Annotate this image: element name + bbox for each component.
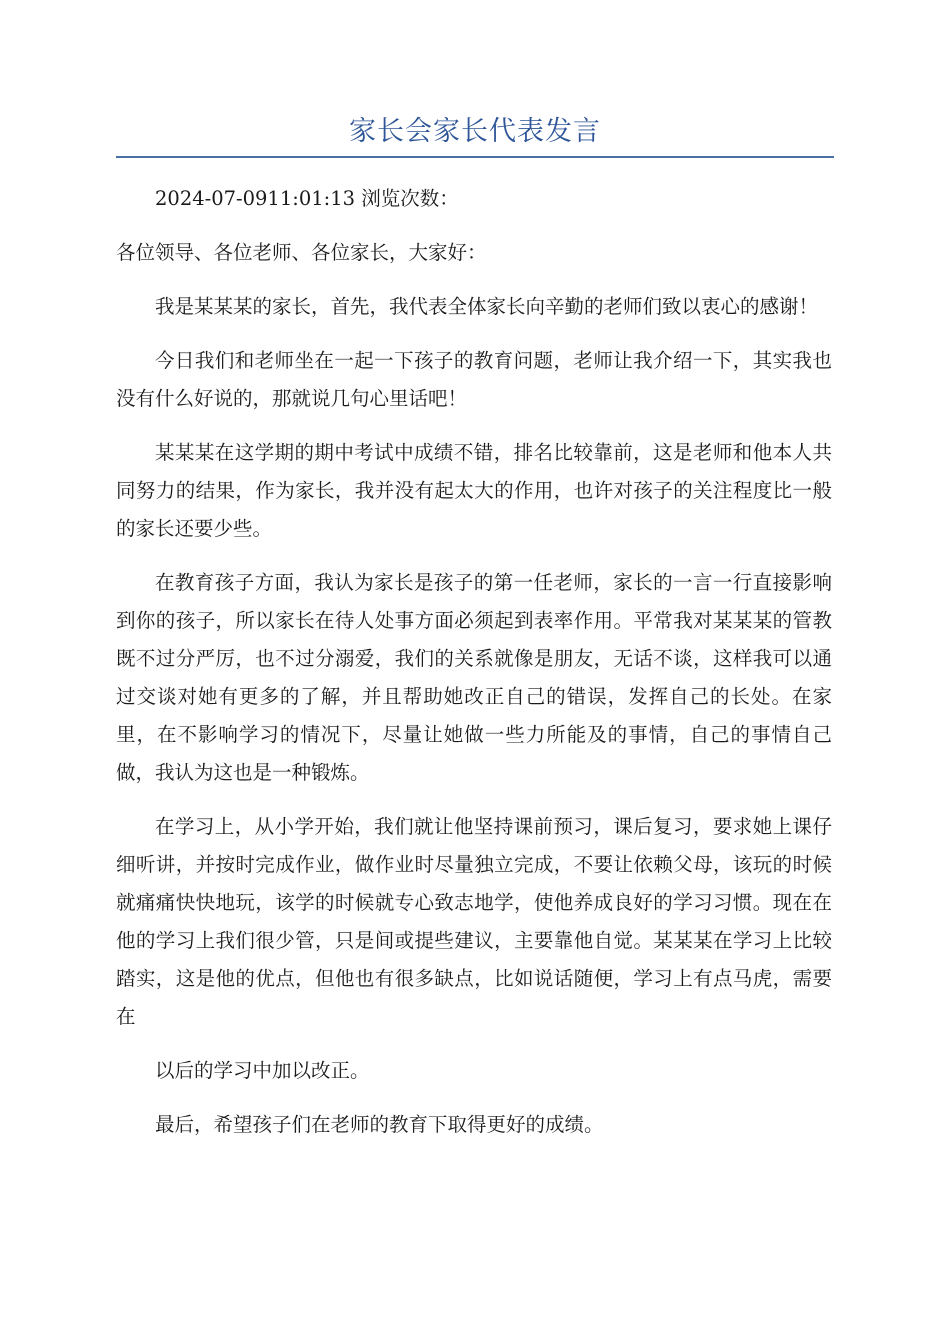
meta-line: 2024-07-0911:01:13 浏览次数： (155, 187, 459, 210)
paragraph-intro: 今日我们和老师坐在一起一下孩子的教育问题，老师让我介绍一下，其实我也没有什么好说的，那就说几句心里话吧！ (116, 349, 832, 410)
page-title: 家长会家长代表发言 (349, 116, 601, 147)
paragraph-education: 在教育孩子方面，我认为家长是孩子的第一任老师，家长的一言一行直接影响到你的孩子，所以家长在待人处事方面必须起到表率作用。平常我对某某某的管教既不过分严厉，也不过分溺爱，我们的关系就像是朋友，无话不谈，这样我可以通过交谈对她有更多的了解，并且帮助她改正自己的错误，发挥自己的长处。在家里，在不影响学习的情况下，尽量让她做一些力所能及的事情，自己的事情自己做，我认为这也是一种锻炼。 (116, 571, 832, 784)
paragraph-continuation: 以后的学习中加以改正。 (155, 1059, 370, 1082)
paragraph-study: 在学习上，从小学开始，我们就让他坚持课前预习，课后复习，要求她上课仔细听讲，并按时完成作业，做作业时尽量独立完成，不要让依赖父母，该玩的时候就痛痛快快地玩，该学的时候就专心致志地学，使他养成良好的学习习惯。现在在他的学习上我们很少管，只是间或提些建议，主要靠他自觉。某某某在学习上比较踏实，这是他的优点，但他也有很多缺点，比如说话随便，学习上有点马虎，需要在 (116, 815, 832, 1028)
paragraph-exam: 某某某在这学期的期中考试中成绩不错，排名比较靠前，这是老师和他本人共同努力的结果，作为家长，我并没有起太大的作用，也许对孩子的关注程度比一般的家长还要少些。 (116, 441, 832, 540)
greeting: 各位领导、各位老师、各位家长，大家好： (116, 241, 487, 264)
title-block (116, 112, 834, 158)
paragraph-closing: 最后，希望孩子们在老师的教育下取得更好的成绩。 (155, 1113, 604, 1136)
document-body (116, 180, 832, 1160)
paragraph-thanks: 我是某某某的家长，首先，我代表全体家长向辛勤的老师们致以衷心的感谢！ (155, 295, 819, 318)
